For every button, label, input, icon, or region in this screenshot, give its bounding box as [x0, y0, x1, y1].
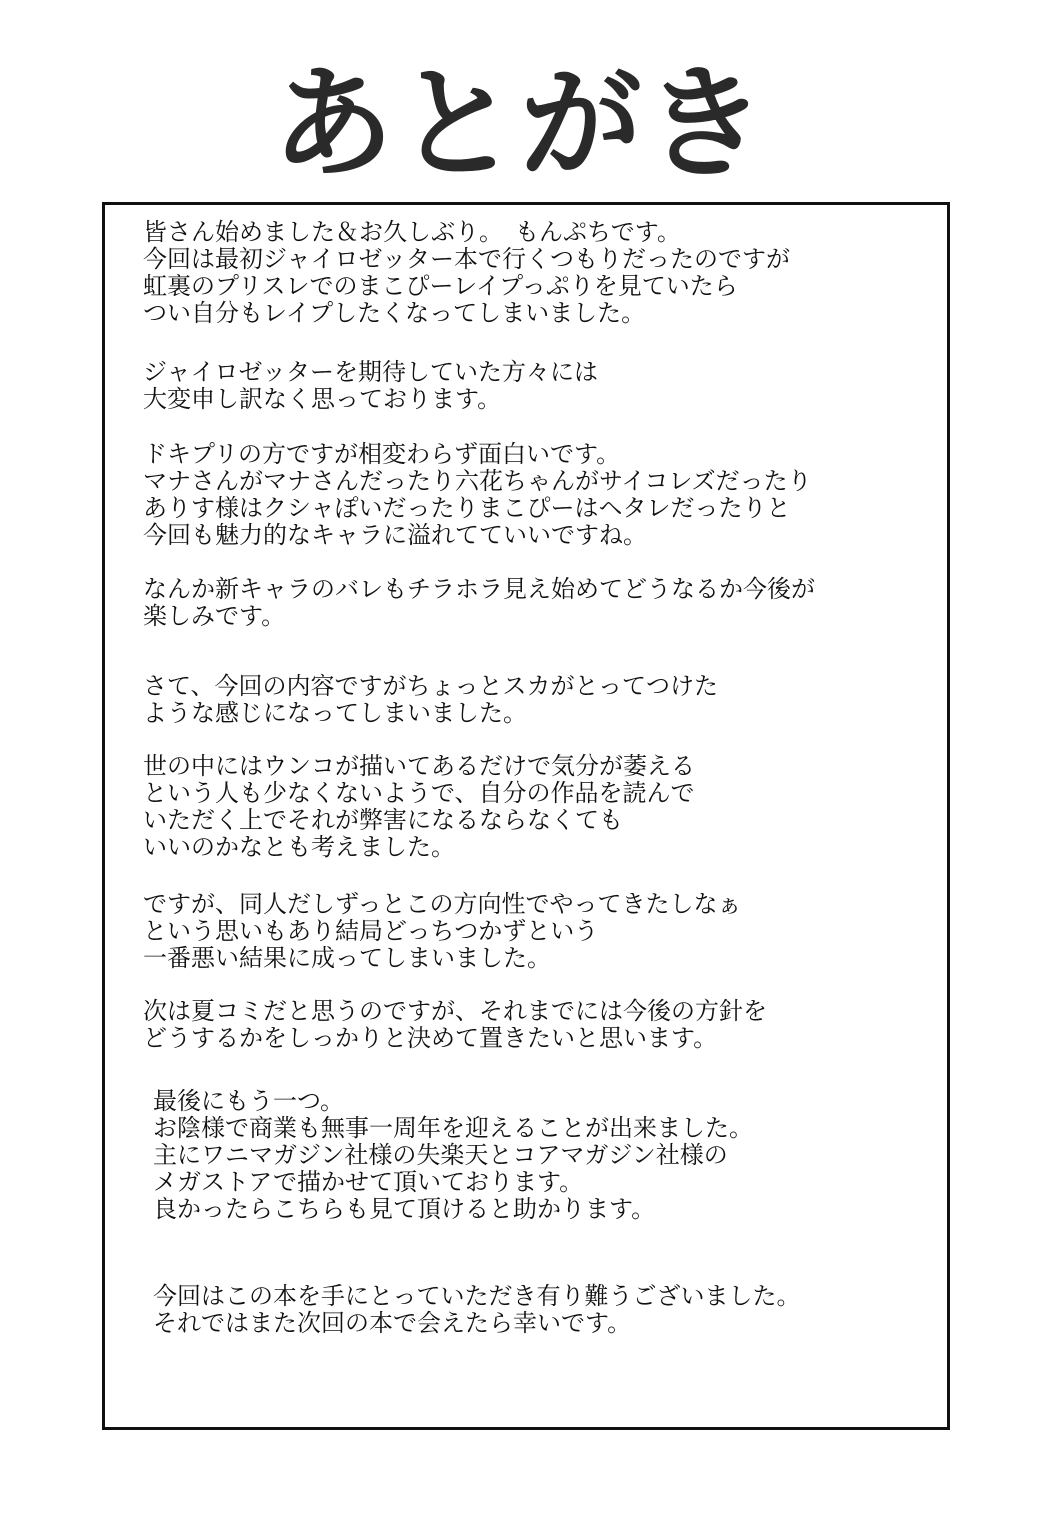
text-line: という人も少なくないようで、自分の作品を読んで: [143, 779, 695, 807]
text-line: なんか新キャラのバレもチラホラ見え始めてどうなるか今後が: [143, 575, 815, 603]
text-line: ような感じになってしまいました。: [143, 699, 527, 727]
text-line: メガストアで描かせて頂いております。: [153, 1168, 584, 1196]
text-line: 一番悪い結果に成ってしまいました。: [143, 944, 551, 972]
text-line: 主にワニマガジン社様の失楽天とコアマガジン社様の: [153, 1141, 728, 1169]
text-line: どうするかをしっかりと決めて置きたいと思います。: [143, 1024, 718, 1052]
paragraph: [143, 576, 815, 630]
text-line: ですが、同人だしずっとこの方向性でやってきたしなぁ: [143, 890, 742, 918]
text-line: いいのかなとも考えました。: [143, 833, 455, 861]
page-title: あとがき: [272, 51, 768, 195]
text-line: さて、今回の内容ですがちょっとスカがとってつけた: [143, 672, 719, 700]
text-line: 次は夏コミだと思うのですが、それまでには今後の方針を: [143, 997, 767, 1025]
paragraph: [143, 753, 695, 861]
text-line: ありす様はクシャぽいだったりまこぴーはヘタレだったりと: [143, 494, 791, 522]
text-line: 良かったらこちらも見て頂けると助かります。: [153, 1195, 656, 1223]
paragraph: [143, 673, 718, 727]
text-line: 虹裏のプリスレでのまこぴーレイプっぷりを見ていたら: [143, 272, 738, 300]
text-line: 皆さん始めました＆お久しぶり。 もんぷちです。: [143, 218, 681, 246]
text-line: 今回はこの本を手にとっていただき有り難うございました。: [153, 1282, 801, 1310]
text-line: いただく上でそれが弊害になるならなくても: [143, 806, 623, 834]
paragraph: [143, 998, 767, 1052]
text-line: つい自分もレイプしたくなってしまいました。: [143, 299, 646, 327]
paragraph: [143, 441, 812, 549]
paragraph: [153, 1283, 801, 1337]
text-line: 最後にもう一つ。: [153, 1087, 345, 1115]
text-line: 今回は最初ジャイロゼッター本で行くつもりだったのですが: [143, 245, 791, 273]
text-line: 大変申し訳なく思っております。: [143, 385, 502, 413]
text-line: 世の中にはウンコが描いてあるだけで気分が萎える: [143, 752, 695, 780]
paragraph: [143, 891, 742, 972]
text-line: という思いもあり結局どっちつかずという: [143, 917, 599, 945]
text-line: ドキプリの方ですが相変わらず面白いです。: [143, 440, 621, 468]
text-line: 楽しみです。: [143, 602, 286, 630]
text-line: お陰様で商業も無事一周年を迎えることが出来ました。: [153, 1114, 753, 1142]
paragraph: [143, 359, 598, 413]
paragraph: [143, 219, 790, 327]
text-line: マナさんがマナさんだったり六花ちゃんがサイコレズだったり: [143, 467, 812, 495]
text-line: 今回も魅力的なキャラに溢れてていいですね。: [143, 521, 647, 549]
paragraph: [153, 1088, 753, 1223]
text-line: ジャイロゼッターを期待していた方々には: [143, 358, 599, 386]
text-line: それではまた次回の本で会えたら幸いです。: [153, 1309, 632, 1337]
